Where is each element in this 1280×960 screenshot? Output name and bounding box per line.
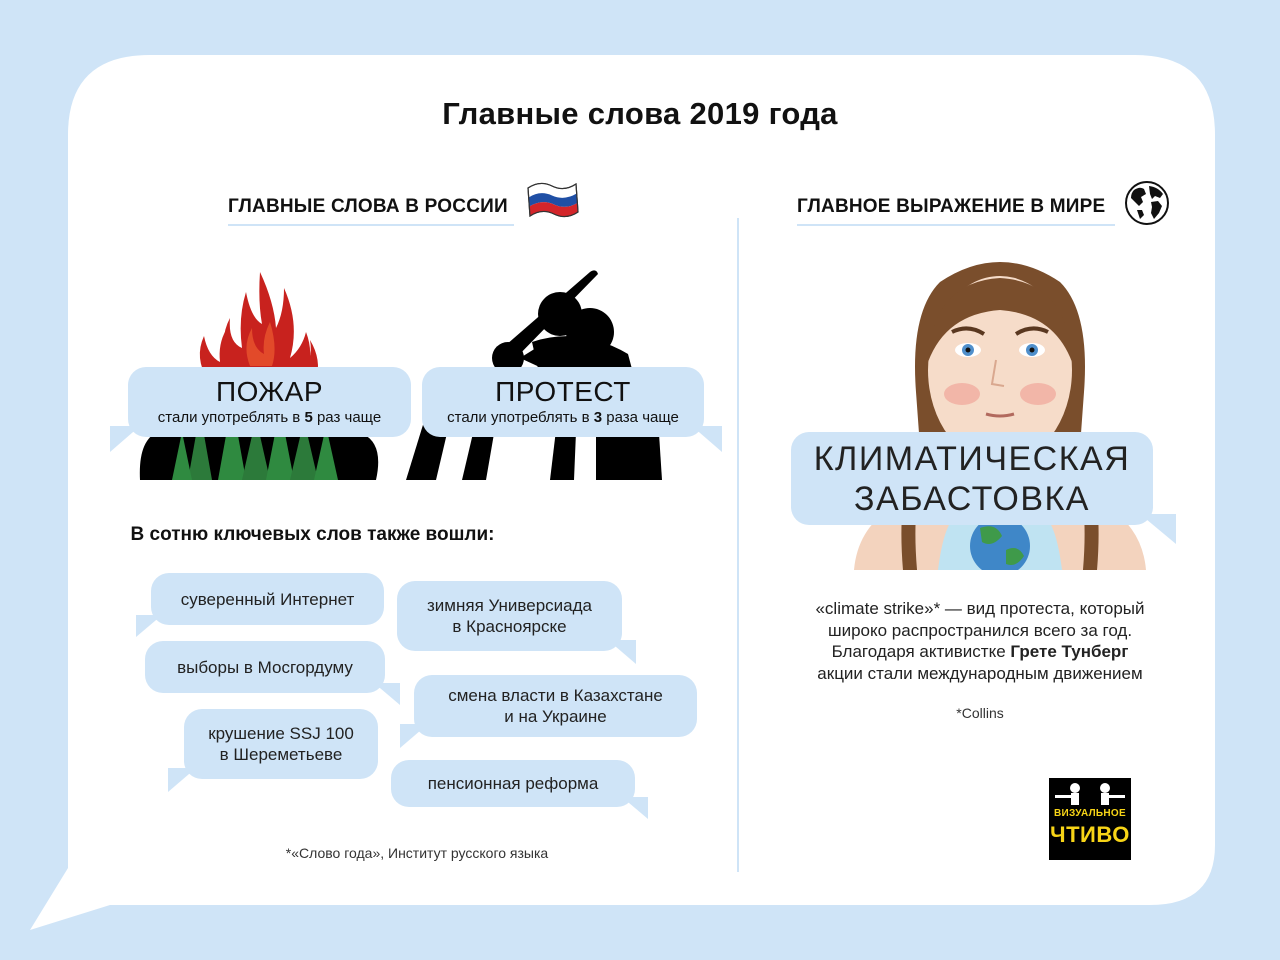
page-title: Главные слова 2019 года: [442, 96, 838, 131]
logo-line2: ЧТИВО: [1050, 822, 1130, 847]
climate-strike-bubble: [791, 432, 1153, 525]
chip-tail: [168, 768, 196, 792]
russia-heading: ГЛАВНЫЕ СЛОВА В РОССИИ: [228, 196, 508, 217]
climate-strike-line1: КЛИМАТИЧЕСКАЯ: [813, 439, 1131, 478]
globe-icon: [1124, 180, 1170, 226]
chip-tail: [400, 724, 428, 748]
protest-word: ПРОТЕСТ: [495, 376, 631, 408]
keyword-chip: пенсионная реформа: [391, 760, 635, 807]
section-divider: [737, 218, 739, 872]
chip-tail: [608, 640, 636, 664]
keyword-chip: крушение SSJ 100 в Шереметьеве: [184, 709, 378, 779]
chip-tail: [374, 683, 400, 705]
world-source-footnote: *Collins: [956, 705, 1004, 721]
chip-tail: [622, 797, 648, 819]
keyword-chip: смена власти в Казахстане и на Украине: [414, 675, 697, 737]
protest-word-bubble: [422, 367, 704, 437]
world-heading: ГЛАВНОЕ ВЫРАЖЕНИЕ В МИРЕ: [797, 196, 1106, 217]
russia-source-footnote: *«Слово года», Институт русского языка: [285, 845, 549, 861]
russian-flag-icon: [522, 178, 582, 226]
fire-word-bubble: [128, 367, 411, 437]
brand-logo: [1049, 778, 1131, 860]
keyword-chip: зимняя Универсиада в Красноярске: [397, 581, 622, 651]
climate-bubble-tail: [1140, 514, 1176, 544]
russia-heading-underline: [228, 224, 514, 226]
climate-strike-line2: ЗАБАСТОВКА: [854, 479, 1090, 518]
fire-frequency: стали употреблять в 5 раз чаще: [157, 408, 382, 426]
logo-figures-icon: [1049, 778, 1131, 810]
protest-frequency: стали употреблять в 3 раза чаще: [447, 408, 679, 426]
keyword-chip: выборы в Мосгордуму: [145, 641, 385, 693]
chip-tail: [136, 615, 162, 637]
keyword-chip: суверенный Интернет: [151, 573, 384, 625]
logo-line1: ВИЗУАЛЬНОЕ: [1054, 808, 1126, 819]
climate-strike-description: «climate strike»* — вид протеста, который широко распространился всего за год. Благодаря активистке Грете Тунберг акции стали международным движением: [815, 599, 1145, 683]
world-heading-underline: [797, 224, 1115, 226]
fire-word: ПОЖАР: [216, 376, 323, 408]
protest-bubble-tail: [692, 426, 722, 452]
also-included-heading: В сотню ключевых слов также вошли:: [130, 524, 495, 545]
fire-bubble-tail: [110, 426, 140, 452]
